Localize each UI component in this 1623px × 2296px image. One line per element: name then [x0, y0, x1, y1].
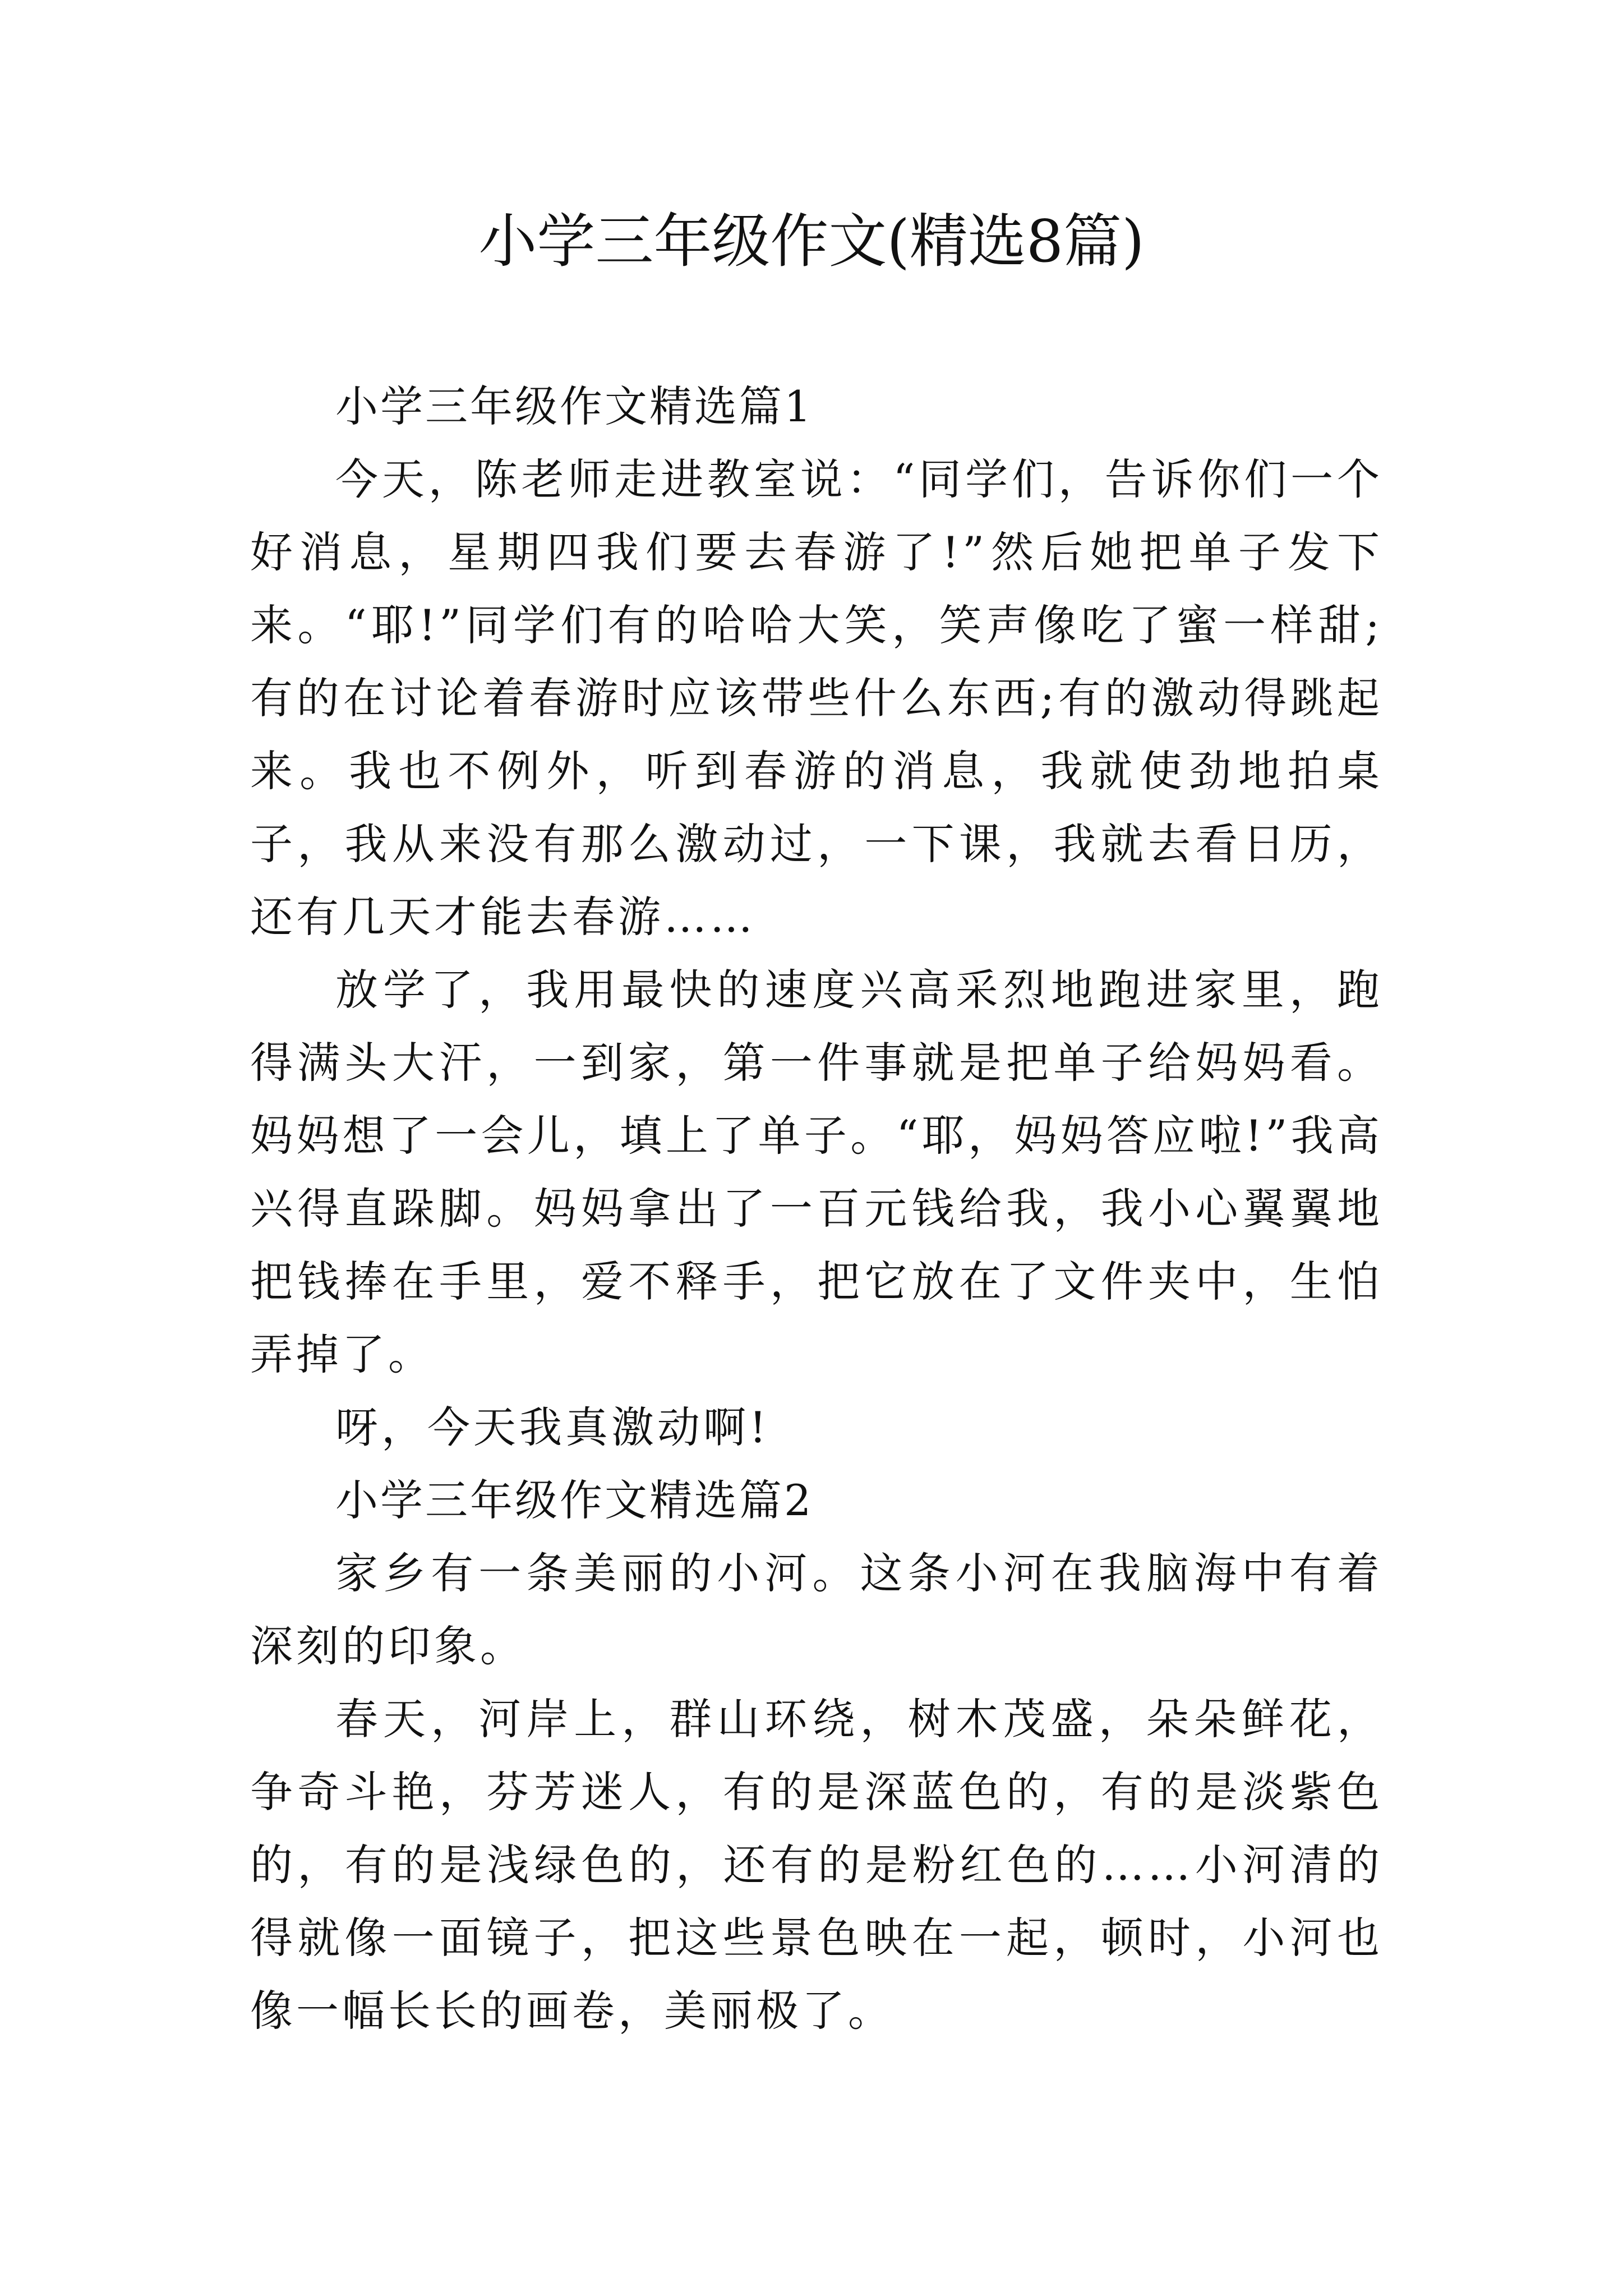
paragraph-1-2: 放学了，我用最快的速度兴高采烈地跑进家里，跑得满头大汗，一到家，第一件事就是把单子给妈妈看。妈妈想了一会儿，填上了单子。“耶，妈妈答应啦!”我高兴得直跺脚。妈妈拿出了一百元钱给我，我小心翼翼地把钱捧在手里，爱不释手，把它放在了文件夹中，生怕弄掉了。: [250, 965, 1383, 1379]
paragraph-1-3: 呀，今天我真激动啊!: [335, 1402, 770, 1452]
paragraph-1-1: 今天，陈老师走进教室说：“同学们，告诉你们一个好消息，星期四我们要去春游了!”然后她把单子发下来。“耶!”同学们有的哈哈大笑，笑声像吃了蜜一样甜;有的在讨论着春游时应该带些什么东西;有的激动得跳起来。我也不例外，听到春游的消息，我就使劲地拍桌子，我从来没有那么激动过，一下课，我就去看日历，还有几天才能去春游……: [250, 454, 1383, 942]
section-heading-1: 小学三年级作文精选篇1: [335, 381, 814, 431]
document-title: 小学三年级作文(精选8篇): [478, 207, 1145, 275]
paragraph-2-1: 家乡有一条美丽的小河。这条小河在我脑海中有着深刻的印象。: [250, 1548, 1383, 1671]
paragraph-2-2: 春天，河岸上，群山环绕，树木茂盛，朵朵鲜花，争奇斗艳，芬芳迷人，有的是深蓝色的，有的是淡紫色的，有的是浅绿色的，还有的是粉红色的……小河清的得就像一面镜子，把这些景色映在一起，顿时，小河也像一幅长长的画卷，美丽极了。: [250, 1694, 1383, 2036]
document-body: [250, 370, 1383, 2047]
section-heading-2: 小学三年级作文精选篇2: [335, 1475, 814, 1525]
